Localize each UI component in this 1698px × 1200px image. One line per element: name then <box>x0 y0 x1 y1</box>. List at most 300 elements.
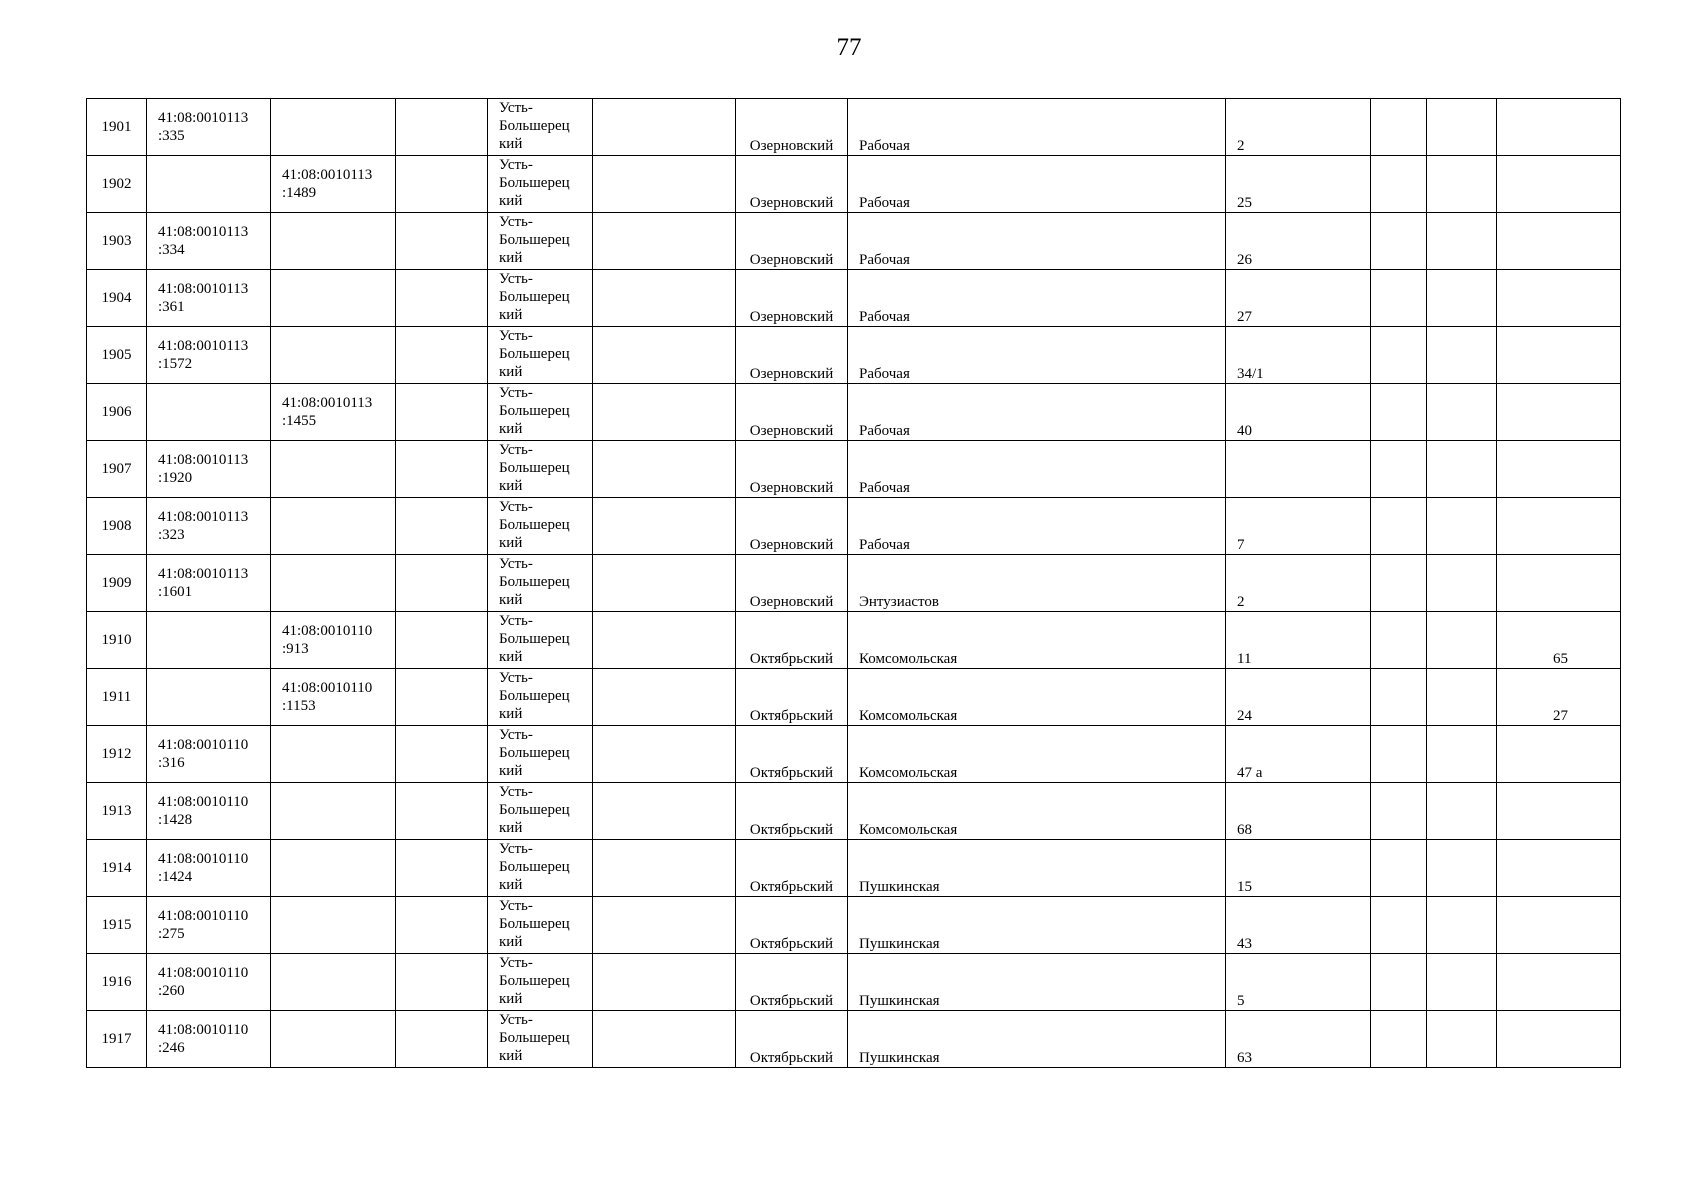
cadastral-part: 41:08:0010113 <box>158 338 249 354</box>
street-cell: Комсомольская <box>848 669 1226 726</box>
district-part: Усть- <box>499 955 533 971</box>
cadastral-part: :260 <box>158 983 185 999</box>
district-cell <box>488 498 593 555</box>
apartment-cell <box>1497 156 1621 213</box>
cadastral-part: 41:08:0010110 <box>158 851 249 867</box>
district-part: кий <box>499 478 523 494</box>
empty-cell <box>593 327 736 384</box>
empty-cell <box>1427 1011 1497 1068</box>
empty-cell <box>593 954 736 1011</box>
district-part: Усть- <box>499 100 533 116</box>
district-part: кий <box>499 934 523 950</box>
land-cadastral-cell <box>147 1011 271 1068</box>
cadastral-part: 41:08:0010113 <box>158 566 249 582</box>
empty-cell <box>396 954 488 1011</box>
land-cadastral-cell <box>147 441 271 498</box>
empty-cell <box>1427 156 1497 213</box>
house-cell: 15 <box>1226 840 1371 897</box>
table-row <box>87 612 1621 669</box>
apartment-cell <box>1497 270 1621 327</box>
empty-cell <box>1427 270 1497 327</box>
district-cell <box>488 897 593 954</box>
empty-cell <box>396 612 488 669</box>
district-cell <box>488 1011 593 1068</box>
land-cadastral-cell <box>147 669 271 726</box>
street-cell: Рабочая <box>848 384 1226 441</box>
district-part: Усть- <box>499 1012 533 1028</box>
district-part: кий <box>499 649 523 665</box>
settlement-cell: Озерновский <box>736 156 848 213</box>
district-cell <box>488 213 593 270</box>
row-number-cell: 1913 <box>87 783 147 840</box>
empty-cell <box>396 726 488 783</box>
cadastral-part: 41:08:0010113 <box>158 281 249 297</box>
empty-cell <box>593 783 736 840</box>
settlement-cell: Октябрьский <box>736 954 848 1011</box>
settlement-cell: Октябрьский <box>736 669 848 726</box>
row-number-cell: 1901 <box>87 99 147 156</box>
settlement-cell: Октябрьский <box>736 612 848 669</box>
district-part: кий <box>499 991 523 1007</box>
row-number-cell: 1907 <box>87 441 147 498</box>
house-cell: 2 <box>1226 555 1371 612</box>
land-cadastral-cell <box>147 498 271 555</box>
row-number-cell: 1912 <box>87 726 147 783</box>
cadastral-part: :1920 <box>158 470 193 486</box>
district-cell <box>488 441 593 498</box>
row-number-cell: 1905 <box>87 327 147 384</box>
empty-cell <box>593 156 736 213</box>
empty-cell <box>1371 612 1427 669</box>
land-cadastral-cell <box>147 327 271 384</box>
building-cadastral-cell <box>271 897 396 954</box>
district-part: Большерец <box>499 118 570 134</box>
cadastral-part: 41:08:0010110 <box>158 908 249 924</box>
district-part: Большерец <box>499 916 570 932</box>
cadastral-part: :1455 <box>282 413 317 429</box>
row-number-cell: 1915 <box>87 897 147 954</box>
settlement-cell: Октябрьский <box>736 897 848 954</box>
empty-cell <box>396 270 488 327</box>
settlement-cell: Озерновский <box>736 99 848 156</box>
house-cell: 47 а <box>1226 726 1371 783</box>
district-part: кий <box>499 763 523 779</box>
apartment-cell <box>1497 327 1621 384</box>
district-part: кий <box>499 250 523 266</box>
row-number-cell: 1911 <box>87 669 147 726</box>
building-cadastral-cell <box>271 612 396 669</box>
empty-cell <box>1371 156 1427 213</box>
empty-cell <box>1427 726 1497 783</box>
empty-cell <box>593 384 736 441</box>
district-part: Большерец <box>499 973 570 989</box>
district-part: Усть- <box>499 556 533 572</box>
house-cell: 68 <box>1226 783 1371 840</box>
empty-cell <box>396 327 488 384</box>
district-cell <box>488 156 593 213</box>
row-number-cell: 1903 <box>87 213 147 270</box>
street-cell: Рабочая <box>848 327 1226 384</box>
page-number: 77 <box>836 34 862 61</box>
apartment-cell <box>1497 840 1621 897</box>
district-part: Усть- <box>499 841 533 857</box>
land-cadastral-cell <box>147 840 271 897</box>
district-cell <box>488 669 593 726</box>
empty-cell <box>396 555 488 612</box>
row-number-cell: 1914 <box>87 840 147 897</box>
district-part: Усть- <box>499 442 533 458</box>
street-cell: Комсомольская <box>848 612 1226 669</box>
district-part: кий <box>499 877 523 893</box>
cadastral-part: :335 <box>158 128 185 144</box>
district-part: Большерец <box>499 1030 570 1046</box>
empty-cell <box>1371 498 1427 555</box>
table-row <box>87 213 1621 270</box>
street-cell: Рабочая <box>848 99 1226 156</box>
settlement-cell: Озерновский <box>736 327 848 384</box>
apartment-cell <box>1497 99 1621 156</box>
empty-cell <box>1371 441 1427 498</box>
building-cadastral-cell <box>271 327 396 384</box>
district-part: Усть- <box>499 157 533 173</box>
cadastral-part: 41:08:0010113 <box>158 224 249 240</box>
empty-cell <box>1427 840 1497 897</box>
empty-cell <box>593 897 736 954</box>
table-row <box>87 156 1621 213</box>
table-row <box>87 897 1621 954</box>
empty-cell <box>1371 270 1427 327</box>
row-number-cell: 1910 <box>87 612 147 669</box>
land-cadastral-cell <box>147 726 271 783</box>
street-cell: Пушкинская <box>848 897 1226 954</box>
empty-cell <box>1427 669 1497 726</box>
street-cell: Рабочая <box>848 213 1226 270</box>
cadastral-part: 41:08:0010110 <box>158 965 249 981</box>
row-number-cell: 1908 <box>87 498 147 555</box>
district-part: Большерец <box>499 232 570 248</box>
empty-cell <box>1371 954 1427 1011</box>
house-cell: 5 <box>1226 954 1371 1011</box>
house-cell: 2 <box>1226 99 1371 156</box>
building-cadastral-cell <box>271 1011 396 1068</box>
house-cell: 43 <box>1226 897 1371 954</box>
empty-cell <box>396 498 488 555</box>
empty-cell <box>396 213 488 270</box>
empty-cell <box>593 726 736 783</box>
district-part: Усть- <box>499 784 533 800</box>
settlement-cell: Озерновский <box>736 555 848 612</box>
street-cell: Пушкинская <box>848 840 1226 897</box>
table-row <box>87 555 1621 612</box>
empty-cell <box>396 840 488 897</box>
empty-cell <box>396 669 488 726</box>
district-part: Усть- <box>499 385 533 401</box>
district-part: Большерец <box>499 346 570 362</box>
empty-cell <box>593 213 736 270</box>
empty-cell <box>593 612 736 669</box>
row-number-cell: 1902 <box>87 156 147 213</box>
apartment-cell <box>1497 384 1621 441</box>
empty-cell <box>1427 327 1497 384</box>
district-part: Большерец <box>499 802 570 818</box>
table-row <box>87 441 1621 498</box>
settlement-cell: Октябрьский <box>736 726 848 783</box>
building-cadastral-cell <box>271 555 396 612</box>
empty-cell <box>593 840 736 897</box>
district-part: кий <box>499 136 523 152</box>
row-number-cell: 1917 <box>87 1011 147 1068</box>
apartment-cell: 65 <box>1497 612 1621 669</box>
building-cadastral-cell <box>271 270 396 327</box>
land-cadastral-cell <box>147 270 271 327</box>
empty-cell <box>396 156 488 213</box>
empty-cell <box>1427 897 1497 954</box>
empty-cell <box>1371 99 1427 156</box>
district-part: Большерец <box>499 574 570 590</box>
cadastral-part: 41:08:0010110 <box>158 794 249 810</box>
empty-cell <box>396 384 488 441</box>
settlement-cell: Озерновский <box>736 270 848 327</box>
settlement-cell: Озерновский <box>736 498 848 555</box>
house-cell <box>1226 441 1371 498</box>
empty-cell <box>1371 897 1427 954</box>
district-part: Большерец <box>499 631 570 647</box>
cadastral-part: :316 <box>158 755 185 771</box>
street-cell: Рабочая <box>848 156 1226 213</box>
district-part: Большерец <box>499 175 570 191</box>
settlement-cell: Озерновский <box>736 384 848 441</box>
empty-cell <box>1371 669 1427 726</box>
street-cell: Рабочая <box>848 441 1226 498</box>
row-number-cell: 1906 <box>87 384 147 441</box>
table-row <box>87 327 1621 384</box>
cadastral-part: :323 <box>158 527 185 543</box>
district-part: Усть- <box>499 271 533 287</box>
land-cadastral-cell <box>147 384 271 441</box>
apartment-cell <box>1497 498 1621 555</box>
building-cadastral-cell <box>271 213 396 270</box>
land-cadastral-cell <box>147 213 271 270</box>
row-number-cell: 1904 <box>87 270 147 327</box>
empty-cell <box>1427 954 1497 1011</box>
empty-cell <box>1427 555 1497 612</box>
district-part: кий <box>499 706 523 722</box>
empty-cell <box>1427 783 1497 840</box>
district-cell <box>488 612 593 669</box>
house-cell: 34/1 <box>1226 327 1371 384</box>
cadastral-part: :1424 <box>158 869 193 885</box>
house-cell: 40 <box>1226 384 1371 441</box>
empty-cell <box>1371 327 1427 384</box>
table-row <box>87 384 1621 441</box>
district-part: Усть- <box>499 214 533 230</box>
district-cell <box>488 555 593 612</box>
district-cell <box>488 783 593 840</box>
district-part: Большерец <box>499 403 570 419</box>
district-part: Усть- <box>499 613 533 629</box>
district-part: Большерец <box>499 517 570 533</box>
cadastral-part: :361 <box>158 299 185 315</box>
cadastral-part: :1601 <box>158 584 193 600</box>
empty-cell <box>1427 99 1497 156</box>
empty-cell <box>1371 726 1427 783</box>
empty-cell <box>1427 384 1497 441</box>
empty-cell <box>593 555 736 612</box>
district-part: кий <box>499 820 523 836</box>
district-part: Большерец <box>499 460 570 476</box>
cadastral-part: :1428 <box>158 812 193 828</box>
apartment-cell <box>1497 954 1621 1011</box>
empty-cell <box>1371 840 1427 897</box>
district-cell <box>488 840 593 897</box>
table-row <box>87 726 1621 783</box>
building-cadastral-cell <box>271 441 396 498</box>
cadastral-part: :1153 <box>282 698 316 714</box>
row-number-cell: 1909 <box>87 555 147 612</box>
apartment-cell: 27 <box>1497 669 1621 726</box>
cadastral-part: 41:08:0010113 <box>158 509 249 525</box>
street-cell: Пушкинская <box>848 954 1226 1011</box>
table-row <box>87 840 1621 897</box>
street-cell: Пушкинская <box>848 1011 1226 1068</box>
settlement-cell: Октябрьский <box>736 1011 848 1068</box>
registry-table <box>86 98 1621 1068</box>
table-row <box>87 99 1621 156</box>
house-cell: 25 <box>1226 156 1371 213</box>
district-cell <box>488 270 593 327</box>
district-cell <box>488 327 593 384</box>
land-cadastral-cell <box>147 99 271 156</box>
cadastral-part: :913 <box>282 641 309 657</box>
empty-cell <box>1427 498 1497 555</box>
building-cadastral-cell <box>271 726 396 783</box>
table-row <box>87 783 1621 840</box>
cadastral-part: 41:08:0010110 <box>282 623 373 639</box>
building-cadastral-cell <box>271 384 396 441</box>
cadastral-part: :275 <box>158 926 185 942</box>
district-part: Большерец <box>499 289 570 305</box>
cadastral-part: 41:08:0010113 <box>158 452 249 468</box>
land-cadastral-cell <box>147 897 271 954</box>
district-cell <box>488 954 593 1011</box>
table-row <box>87 954 1621 1011</box>
house-cell: 63 <box>1226 1011 1371 1068</box>
house-cell: 7 <box>1226 498 1371 555</box>
cadastral-part: :246 <box>158 1040 185 1056</box>
district-part: Большерец <box>499 745 570 761</box>
district-cell <box>488 384 593 441</box>
district-part: Усть- <box>499 328 533 344</box>
house-cell: 26 <box>1226 213 1371 270</box>
district-cell <box>488 99 593 156</box>
building-cadastral-cell <box>271 669 396 726</box>
apartment-cell <box>1497 897 1621 954</box>
apartment-cell <box>1497 783 1621 840</box>
empty-cell <box>1371 213 1427 270</box>
district-part: Усть- <box>499 727 533 743</box>
district-part: кий <box>499 421 523 437</box>
house-cell: 24 <box>1226 669 1371 726</box>
street-cell: Рабочая <box>848 270 1226 327</box>
district-part: кий <box>499 535 523 551</box>
empty-cell <box>396 99 488 156</box>
street-cell: Рабочая <box>848 498 1226 555</box>
building-cadastral-cell <box>271 783 396 840</box>
building-cadastral-cell <box>271 498 396 555</box>
building-cadastral-cell <box>271 99 396 156</box>
settlement-cell: Октябрьский <box>736 783 848 840</box>
district-part: Усть- <box>499 898 533 914</box>
apartment-cell <box>1497 726 1621 783</box>
district-part: кий <box>499 364 523 380</box>
land-cadastral-cell <box>147 555 271 612</box>
empty-cell <box>1427 612 1497 669</box>
street-cell: Комсомольская <box>848 726 1226 783</box>
settlement-cell: Озерновский <box>736 441 848 498</box>
empty-cell <box>396 441 488 498</box>
empty-cell <box>396 783 488 840</box>
cadastral-part: 41:08:0010110 <box>158 1022 249 1038</box>
building-cadastral-cell <box>271 840 396 897</box>
empty-cell <box>1371 555 1427 612</box>
cadastral-part: :1489 <box>282 185 317 201</box>
apartment-cell <box>1497 441 1621 498</box>
empty-cell <box>593 441 736 498</box>
empty-cell <box>593 270 736 327</box>
table-row <box>87 669 1621 726</box>
district-part: кий <box>499 592 523 608</box>
table-row <box>87 1011 1621 1068</box>
land-cadastral-cell <box>147 612 271 669</box>
table-row <box>87 498 1621 555</box>
land-cadastral-cell <box>147 954 271 1011</box>
district-part: кий <box>499 307 523 323</box>
district-part: Большерец <box>499 859 570 875</box>
empty-cell <box>593 669 736 726</box>
settlement-cell: Озерновский <box>736 213 848 270</box>
district-part: кий <box>499 193 523 209</box>
district-part: Большерец <box>499 688 570 704</box>
cadastral-part: 41:08:0010113 <box>158 110 249 126</box>
building-cadastral-cell <box>271 954 396 1011</box>
house-cell: 11 <box>1226 612 1371 669</box>
empty-cell <box>593 1011 736 1068</box>
cadastral-part: 41:08:0010113 <box>282 395 373 411</box>
street-cell: Энтузиастов <box>848 555 1226 612</box>
land-cadastral-cell <box>147 783 271 840</box>
apartment-cell <box>1497 555 1621 612</box>
district-part: Усть- <box>499 499 533 515</box>
row-number-cell: 1916 <box>87 954 147 1011</box>
empty-cell <box>1371 783 1427 840</box>
cadastral-part: :334 <box>158 242 185 258</box>
street-cell: Комсомольская <box>848 783 1226 840</box>
empty-cell <box>593 99 736 156</box>
house-cell: 27 <box>1226 270 1371 327</box>
land-cadastral-cell <box>147 156 271 213</box>
empty-cell <box>1427 441 1497 498</box>
apartment-cell <box>1497 213 1621 270</box>
settlement-cell: Октябрьский <box>736 840 848 897</box>
district-part: Усть- <box>499 670 533 686</box>
cadastral-part: 41:08:0010113 <box>282 167 373 183</box>
district-part: кий <box>499 1048 523 1064</box>
empty-cell <box>396 897 488 954</box>
cadastral-part: 41:08:0010110 <box>158 737 249 753</box>
apartment-cell <box>1497 1011 1621 1068</box>
table-row <box>87 270 1621 327</box>
building-cadastral-cell <box>271 156 396 213</box>
